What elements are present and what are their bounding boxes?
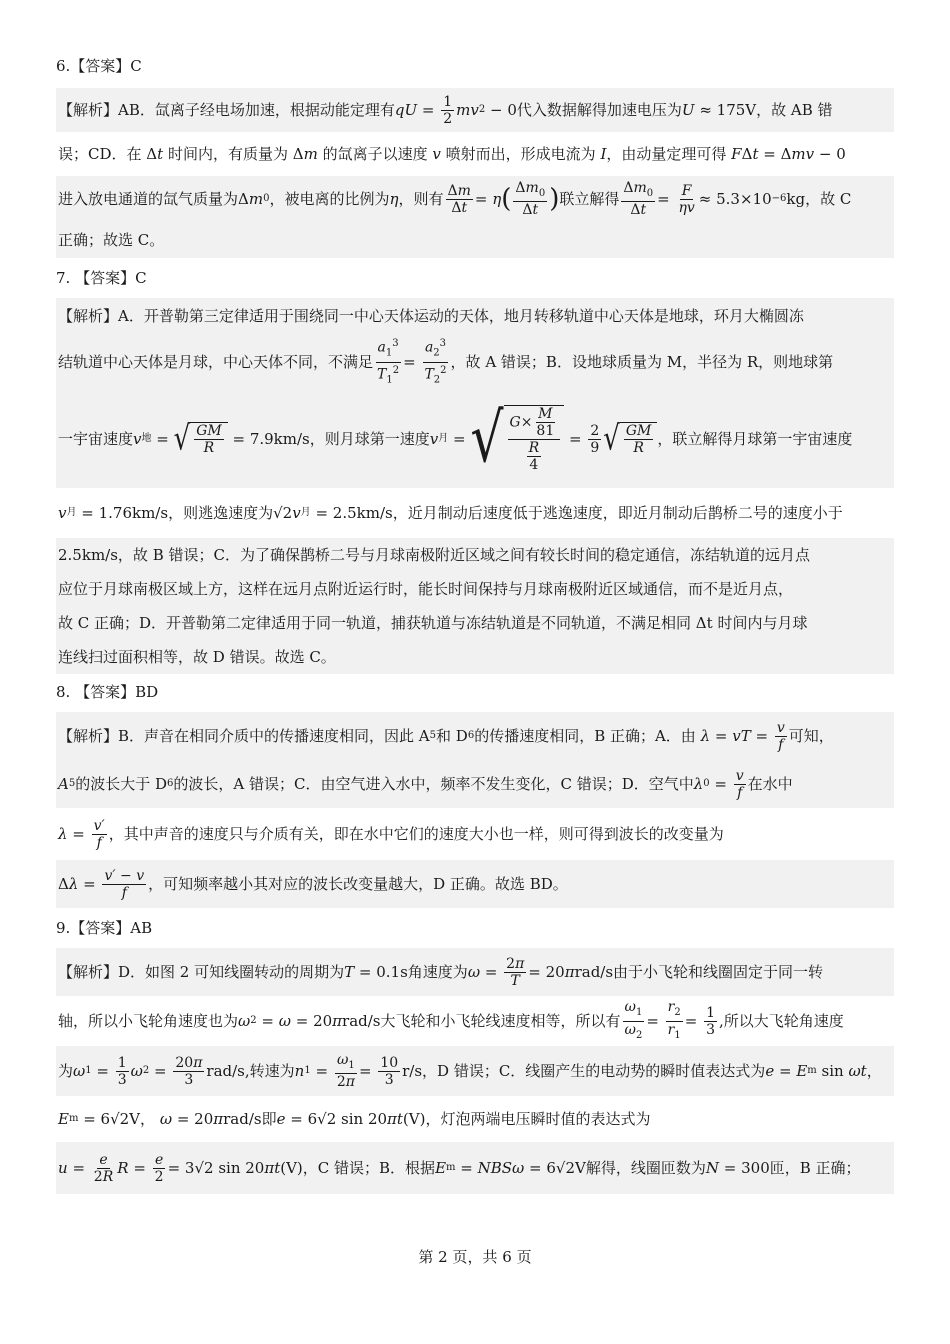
q7-line-4: v 月 = 1.76km/s ，则逃逸速度为 √2 v 月 = 2.5km/s ，近月制动后速度低于逃逸速度，即近月制动后鹊桥二号的速度小于 <box>58 504 843 522</box>
q9-answer-header: 9.【答案】AB <box>56 919 153 937</box>
q8-line-2: A 5 的波长大于 D 6 的波长，A 错误；C．由空气进入水中，频率不发生变化，C 错误；D．空气中 λ 0 = $\frac{v}{f}$ 在水中 <box>58 767 793 801</box>
q7-line-6: 应位于月球南极区域上方，这样在远月点附近运行时，能长时间保持与月球南极附近区域通信，而不是近月点， <box>58 580 794 598</box>
q8-solution <box>56 712 894 808</box>
page-footer: 第 2 页，共 6 页 <box>418 1248 532 1266</box>
q8-line-1: 【解析】B．声音在相同介质中的传播速度相同，因此 A 5 和 D 6 的传播速度相同，B 正确；A．由 λ = vT = $\frac{v}{f}$ 可知， <box>58 719 834 753</box>
q6-answer-header: 6.【答案】C <box>56 57 142 75</box>
q6-line-4: 正确；故选 C。 <box>58 231 165 249</box>
q8-answer-header: 8. 【答案】BD <box>56 683 159 701</box>
q6-line-2: 误；CD．在 Δ t 时间内，有质量为 Δ m 的氙离子以速度 v 喷射而出，形成电流为 I ，由动量定理可得 F Δ t = Δ mv − 0 <box>58 145 846 163</box>
q8-line-3: λ = $\frac{v'}{f}$ ，其中声音的速度只与介质有关，即在水中它们的速度大小也一样，则可得到波长的改变量为 <box>58 817 724 851</box>
q7-line-1: 【解析】A．开普勒第三定律适用于围绕同一中心天体运动的天体，地月转移轨道中心天体是地球，环月大椭圆冻 <box>58 307 804 325</box>
q6-solution <box>56 88 894 132</box>
q7-solution <box>56 298 894 488</box>
q7-line-8: 连线扫过面积相等，故 D 错误。故选 C。 <box>58 648 336 666</box>
q7-line-5: 2.5km/s，故 B 错误；C．为了确保鹊桥二号与月球南极附近区域之间有较长时间的稳定通信，冻结轨道的远月点 <box>58 546 810 564</box>
document-page <box>56 52 894 1194</box>
q9-line-4: E m = 6√2V ， ω = 20 π rad/s 即 e = 6√2 sin 20 πt (V) ，灯泡两端电压瞬时值的表达式为 <box>58 1110 651 1128</box>
q9-solution <box>56 948 894 996</box>
q8-line-4: Δ λ = $\frac{v' - v}{f}$ ，可知频率越小其对应的波长改变量越大，D 正确。故选 BD。 <box>58 867 568 901</box>
q9-line-5: u = $\frac{e}{2R}$ R = $\frac{e}{2}$ = 3√2 sin 20 πt (V) ，C 错误；B．根据 E m = NBSω = 6√2V 解得，线圈匝数为 N = 300 匝，B 正确； <box>58 1151 861 1185</box>
q7-answer-header: 7. 【答案】C <box>56 269 147 287</box>
q7-line-2: 结轨道中心天体是月球，中心天体不同，不满足 $\frac{a_1^3}{T_1^2}$ = $\frac{a_2^3}{T_2^2}$ ，故 A 错误；B．设地球质量为 M，半径为 R，则地球第 <box>58 338 834 385</box>
q9-line-2: 轴，所以小飞轮角速度也为 ω 2 = ω = 20 π rad/s 大飞轮和小飞轮线速度相等，所以有 $\frac{\omega_1}{\omega_2}$ = $\frac{r_2}{r_1}$ = $\frac{1}{3}$ ,所以大飞轮角速度 <box>58 998 844 1041</box>
q9-line-3: 为 ω 1 = $\frac{1}{3}$ ω 2 = $\frac{20\pi}{3}$ rad/s ,转速为 n 1 = $\frac{\omega_1}{2\pi}$ = $\frac{10}{3}$ r/s ，D 错误；C．线圈产生的电动势的瞬时值表达式为 e = E m sin ωt ， <box>58 1051 882 1091</box>
q9-line-1: 【解析】D．如图 2 可知线圈转动的周期为 T = 0.1s 角速度为 ω = $\frac{2\pi}{T}$ = 20 π rad/s 由于小飞轮和线圈固定于同一转 <box>58 955 824 989</box>
q6-line-3: 进入放电通道的氙气质量为 Δ m 0 ，被电离的比例为 η ，则有 $\frac{\Delta m}{\Delta t}$ = η ( $\frac{\Delta m_0}{\Delta t}$ ) 联立解得 $\frac{\Delta m_0}{\Delta t}$ = $\frac{F}{\eta v}$ ≈ 5.3×10 −6 kg ，故 C <box>58 179 852 219</box>
q7-line-7: 故 C 正确；D．开普勒第二定律适用于同一轨道，捕获轨道与冻结轨道是不同轨道，不满足相同 Δt 时间内与月球 <box>58 614 808 632</box>
q6-line-1: 【解析】AB．氙离子经电场加速，根据动能定理有 qU = $\frac{1}{2}$ mv 2 − 0 代入数据解得加速电压为 U ≈ 175V ，故 AB 错 <box>58 93 833 127</box>
q7-line-3: 一宇宙速度 v 地 = √ $\frac{GM}{R}$ = 7.9km/s ，则月球第一速度 v 月 = √ G× $\frac{M}{81}$ $\frac{R}{4}$ = $\frac{2}{9}$ √ $\frac{GM}{R}$ ，联立解得月球第一宇宙速度 <box>58 400 853 478</box>
